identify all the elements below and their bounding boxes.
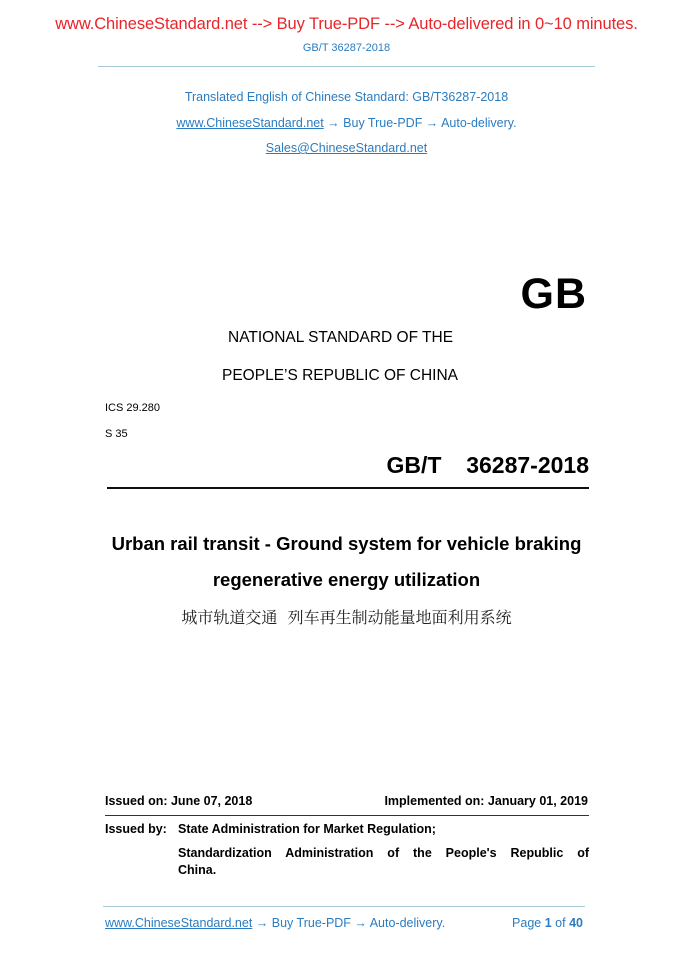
site-link[interactable]: www.ChineseStandard.net — [176, 116, 324, 130]
dates-divider — [105, 815, 589, 816]
page-indicator — [512, 916, 583, 930]
header-divider — [98, 66, 595, 67]
footer-site-link[interactable]: www.ChineseStandard.net — [105, 916, 253, 930]
national-standard-line1: NATIONAL STANDARD OF THE — [228, 329, 454, 346]
email-line — [0, 141, 693, 155]
title-cn: 城市轨道交通 列车再生制动能量地面利用系统 — [181, 608, 512, 627]
sales-email-link[interactable]: Sales@ChineseStandard.net — [265, 141, 428, 155]
purchase-line-suffix: → Buy True-PDF → Auto-delivery. — [323, 116, 517, 130]
gb-mark: GB — [520, 270, 587, 318]
issued-by-label: Issued by: — [105, 822, 167, 836]
header-standard-code: GB/T 36287-2018 — [302, 42, 391, 54]
issued-on-date: Issued on: June 07, 2018 — [105, 794, 253, 808]
ics-code: ICS 29.280 — [105, 402, 161, 414]
issuer-1: State Administration for Market Regulation; — [178, 822, 436, 836]
promo-banner[interactable]: www.ChineseStandard.net --> Buy True-PDF --> Auto-delivered in 0~10 minutes. — [55, 15, 638, 33]
purchase-line — [0, 116, 693, 130]
title-divider — [107, 487, 589, 489]
standard-number: GB/T 36287-2018 — [386, 452, 589, 478]
footer-purchase-line — [105, 916, 445, 930]
title-en-line1: Urban rail transit - Ground system for vehicle braking — [111, 533, 582, 554]
page-total: 40 — [569, 916, 583, 930]
ccs-code: S 35 — [105, 428, 128, 440]
page-of: of — [555, 916, 566, 930]
issuer-2-text: Standardization Administration of the People's Republic of China. — [178, 846, 589, 877]
page-label: Page — [512, 916, 542, 930]
title-en-line2: regenerative energy utilization — [212, 569, 481, 590]
national-standard-line2: PEOPLE’S REPUBLIC OF CHINA — [222, 367, 459, 384]
translation-notice: Translated English of Chinese Standard: GB/T36287-2018 — [184, 90, 509, 104]
implemented-on-date: Implemented on: January 01, 2019 — [384, 794, 588, 808]
footer-suffix: → Buy True-PDF → Auto-delivery. — [252, 916, 446, 930]
issuer-2 — [178, 845, 589, 879]
footer-divider — [103, 906, 585, 907]
page-current: 1 — [544, 916, 552, 930]
